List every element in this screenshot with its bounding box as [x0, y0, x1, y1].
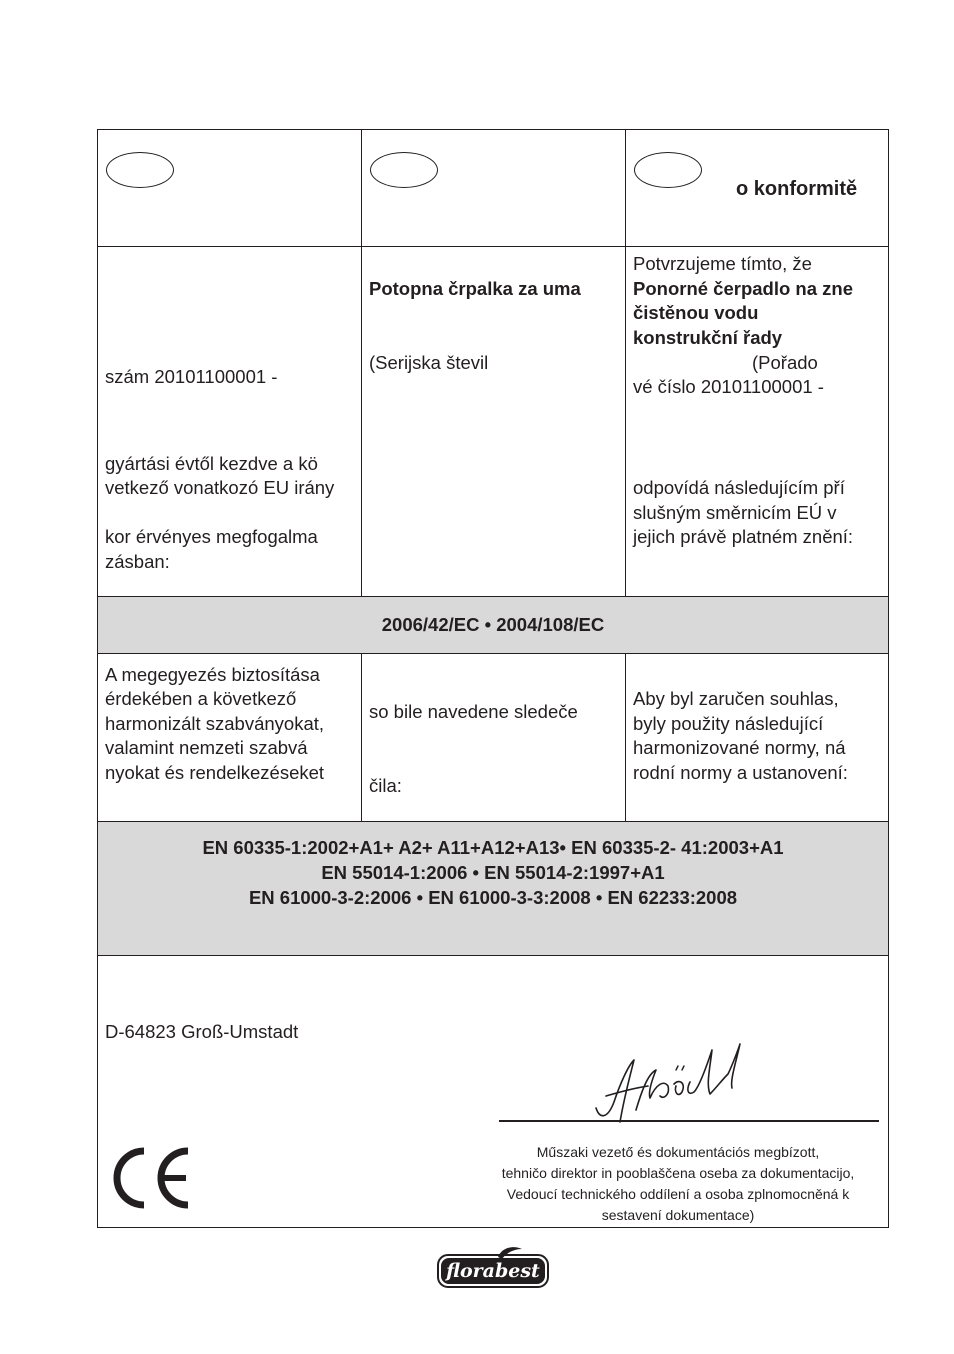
language-oval-hu	[106, 152, 174, 188]
standards-line-2: EN 55014-1:2006 • EN 55014-2:1997+A1	[321, 862, 665, 883]
ce-mark-icon	[108, 1145, 192, 1211]
directive-text-cz-1: odpovídá následujícím pří	[633, 477, 845, 498]
header-cell-cz	[626, 130, 890, 246]
standards-line-1: EN 60335-1:2002+A1+ A2+ A11+A12+A13• EN 60335-2- 41:2003+A1	[202, 837, 784, 858]
directive-text-hu-2: vetkező vonatkozó EU irány	[105, 477, 335, 498]
caption-line-3: Vedoucí technického oddílení a osoba zplnomocněná k	[506, 1186, 850, 1202]
product-name-cz-3: konstrukční řady	[633, 327, 783, 348]
signature-image	[590, 1040, 750, 1130]
harmonized-text-hu-2: érdekében a következő	[105, 688, 297, 709]
standards-band	[98, 822, 888, 956]
caption-line-1: Műszaki vezető és dokumentációs megbízott,	[536, 1144, 820, 1160]
harmonized-text-hu-3: harmonizált szabványokat,	[105, 713, 325, 734]
serial-text-hu: szám 20101100001 -	[105, 366, 278, 387]
directive-text-hu-4: zásban:	[105, 551, 170, 572]
harmonized-text-hu-1: A megegyezés biztosítása	[105, 664, 320, 685]
header-title-cz: o konformitě	[736, 178, 858, 200]
caption-line-4: sestavení dokumentace)	[601, 1207, 755, 1223]
language-oval-si	[370, 152, 438, 188]
harmonized-text-cz-3: harmonizované normy, ná	[633, 737, 846, 758]
product-cell-si	[362, 247, 626, 596]
declaration-table	[97, 129, 889, 1228]
directive-text-cz-2: slušným směrnicím EÚ v	[633, 502, 837, 523]
harmonized-cell-hu	[98, 654, 362, 821]
harmonized-text-hu-5: nyokat és rendelkezéseket	[105, 762, 325, 783]
directives-text: 2006/42/EC • 2004/108/EC	[381, 614, 605, 635]
header-row	[98, 130, 888, 247]
signature-line	[499, 1120, 879, 1122]
directives-band	[98, 597, 888, 654]
manufacturer-address: D-64823 Groß-Umstadt	[105, 1021, 299, 1042]
header-cell-si	[362, 130, 626, 246]
product-row	[98, 247, 888, 597]
language-oval-cz	[634, 152, 702, 188]
harmonized-cell-si	[362, 654, 626, 821]
harmonized-text-cz-2: byly použity následující	[633, 713, 824, 734]
standards-line-3: EN 61000-3-2:2006 • EN 61000-3-3:2008 • EN 62233:2008	[248, 887, 738, 908]
product-name-cz-2: čistěnou vodu	[633, 302, 759, 323]
serial-text-cz-1: (Pořado	[752, 352, 818, 373]
product-name-cz-1: Ponorné čerpadlo na zne	[633, 278, 853, 299]
directive-text-hu-1: gyártási évtől kezdve a kö	[105, 453, 318, 474]
confirm-text-cz: Potvrzujeme tímto, že	[633, 253, 812, 274]
product-name-si: Potopna črpalka za uma	[369, 278, 581, 299]
harmonized-text-si-1: so bile navedene sledeče	[369, 701, 578, 722]
signatory-caption	[478, 1142, 878, 1226]
logo-text: florabest	[446, 1260, 540, 1282]
product-cell-cz	[626, 247, 890, 596]
directive-text-hu-3: kor érvényes megfogalma	[105, 526, 318, 547]
harmonized-text-cz-1: Aby byl zaručen souhlas,	[633, 688, 839, 709]
harmonized-cell-cz	[626, 654, 890, 821]
harmonized-text-si-2: čila:	[369, 775, 402, 796]
product-cell-hu	[98, 247, 362, 596]
caption-line-2: tehničo direktor in pooblaščena oseba za dokumentacijo,	[501, 1165, 855, 1181]
serial-text-cz-2: vé číslo 20101100001 -	[633, 376, 824, 397]
florabest-logo	[436, 1245, 550, 1289]
header-cell-hu	[98, 130, 362, 246]
serial-text-si: (Serijska števil	[369, 352, 489, 373]
directive-text-cz-3: jejich právě platném znění:	[633, 526, 854, 547]
harmonized-row	[98, 654, 888, 822]
harmonized-text-hu-4: valamint nemzeti szabvá	[105, 737, 308, 758]
harmonized-text-cz-4: rodní normy a ustanovení:	[633, 762, 848, 783]
